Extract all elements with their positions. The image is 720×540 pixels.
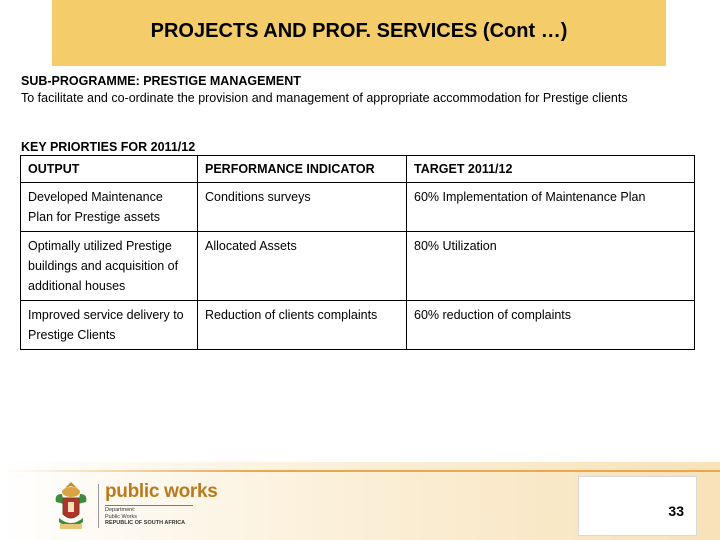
- logo-separator: [98, 484, 99, 528]
- target-cell: 60% Implementation of Maintenance Plan: [407, 183, 695, 232]
- column-header-output: OUTPUT: [21, 156, 198, 183]
- page-title: PROJECTS AND PROF. SERVICES (Cont …): [150, 20, 568, 42]
- output-cell: Developed Maintenance Plan for Prestige assets: [21, 183, 198, 232]
- column-header-performance-indicator: PERFORMANCE INDICATOR: [198, 156, 407, 183]
- key-priorities-table: [20, 155, 695, 350]
- key-priorities-heading: KEY PRIORTIES FOR 2011/12: [21, 140, 196, 154]
- indicator-cell: Allocated Assets: [198, 232, 407, 301]
- logo-underline: [105, 505, 193, 506]
- page-number-box: [578, 476, 697, 536]
- logo-wordmark: public works: [105, 481, 218, 502]
- footer-divider: [0, 470, 720, 472]
- logo-sub-line: Department:: [105, 507, 136, 513]
- title-banner: [52, 0, 666, 66]
- table-row: [21, 183, 695, 232]
- subprogramme-section: [21, 73, 701, 107]
- indicator-cell: Reduction of clients complaints: [198, 301, 407, 350]
- column-header-target: TARGET 2011/12: [407, 156, 695, 183]
- table-header-row: [21, 156, 695, 183]
- page-number: 33: [668, 503, 684, 519]
- subprogramme-description: To facilitate and co-ordinate the provision and management of appropriate accommodation for Prestige clients: [21, 91, 628, 105]
- output-cell: Optimally utilized Prestige buildings and acquisition of additional houses: [21, 232, 198, 301]
- table-row: [21, 301, 695, 350]
- logo-sub-line: Public Works: [105, 513, 137, 520]
- subprogramme-heading: SUB-PROGRAMME: PRESTIGE MANAGEMENT: [21, 74, 301, 88]
- output-cell: Improved service delivery to Prestige Clients: [21, 301, 198, 350]
- target-cell: 80% Utilization: [407, 232, 695, 301]
- coat-of-arms-icon: [50, 480, 92, 532]
- table-row: [21, 232, 695, 301]
- indicator-cell: Conditions surveys: [198, 183, 407, 232]
- logo-sub-line: REPUBLIC OF SOUTH AFRICA: [105, 520, 186, 526]
- logo-subtext: [105, 507, 185, 527]
- target-cell: 60% reduction of complaints: [407, 301, 695, 350]
